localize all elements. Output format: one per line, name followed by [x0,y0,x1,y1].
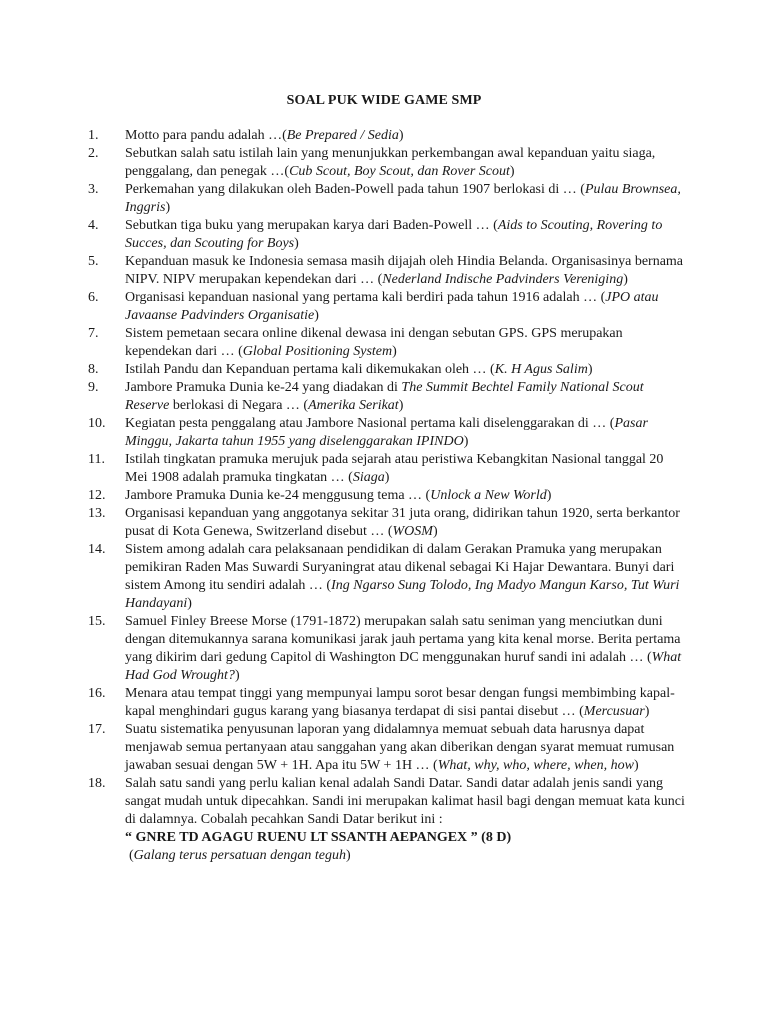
question-fragment: ) [644,704,650,719]
question-number: 8. [88,362,99,377]
question-fragment: ) [546,488,552,503]
answer-text: Unlock a New World [430,488,547,503]
answer-text: What, why, who, where, when, how [437,758,634,773]
question-item [88,127,688,145]
question-fragment: Istilah Pandu dan Kepanduan pertama kali dikemukakan oleh … ( [125,362,495,377]
question-item [88,721,688,775]
question-number: 1. [88,128,99,143]
question-fragment: ) [398,128,404,143]
question-item [88,415,688,451]
answer-text: Pasar Minggu, Jakarta tahun 1955 yang diselenggarakan IPINDO [125,416,648,449]
answer-text: Nederland Indische Padvinders Vereniging [382,272,624,287]
question-number: 12. [88,488,106,503]
question-fragment: ) [314,308,319,323]
answer-text: What Had God Wrought? [125,650,682,683]
cipher-answer-close: ) [346,848,351,863]
question-fragment: berlokasi di Negara … ( [169,398,309,413]
question-item [88,181,688,217]
cipher-answer [125,847,688,865]
answer-text: Siaga [352,470,385,485]
answer-text: Pulau Brownsea, Inggris [125,182,681,215]
question-fragment: ) [463,434,469,449]
answer-text: K. H Agus Salim [494,362,588,377]
question-item [88,145,688,181]
answer-text: WOSM [392,524,433,539]
answer-text: Be Prepared / Sedia [286,128,399,143]
question-fragment: Samuel Finley Breese Morse (1791-1872) merupakan salah satu seniman yang menciutkan duni dengan ditemukannya sarana komunikasi jarak jauh pertama yang kita kenal morse. Berita pertama yang dikirim dari gedung Capitol di Washington DC menggunakan huruf sandi ini adalah … ( [125,614,681,665]
question-fragment: ) [509,164,515,179]
question-fragment: Menara atau tempat tinggi yang mempunyai lampu sorot besar dengan fungsi membimbing kapal-kapal menghindari gugus karang yang biasanya terdapat di sisi pantai disebut … ( [125,686,675,719]
question-number: 5. [88,254,99,269]
question-item [88,253,688,289]
question-item [88,685,688,721]
question-fragment: Sistem among adalah cara pelaksanaan pendidikan di dalam Gerakan Pramuka yang merupakan pemikiran Raden Mas Suwardi Suryaningrat atau dikenal sebagai Ki Hajar Dewantara. Bunyi dari sistem Among itu sendiri adalah … ( [125,542,675,593]
question-text [125,325,688,361]
question-text [125,685,688,721]
question-item [88,541,688,613]
answer-text: Cub Scout, Boy Scout, dan Rover Scout [289,164,510,179]
question-number: 2. [88,146,99,161]
question-fragment: ) [392,344,397,359]
question-text [125,217,688,253]
question-fragment: ) [165,200,171,215]
question-fragment: Sebutkan tiga buku yang merupakan karya dari Baden-Powell … ( [125,218,498,233]
question-fragment: Organisasi kepanduan yang anggotanya sekitar 31 juta orang, didirikan tahun 1920, serta berkantor pusat di Kota Genewa, Switzerland disebut … ( [125,506,680,539]
question-fragment: ) [234,668,240,683]
question-fragment: Jambore Pramuka Dunia ke-24 yang diadakan di [125,380,402,395]
question-fragment: Kepanduan masuk ke Indonesia semasa masih dijajah oleh Hindia Belanda. Organisasinya bernama NIPV. NIPV merupakan kependekan dari … ( [125,254,684,287]
answer-text: Amerika Serikat [308,398,399,413]
question-text [125,127,688,145]
question-item [88,775,688,865]
question-number: 16. [88,686,106,701]
question-item [88,505,688,541]
cipher-answer-text: Galang terus persatuan dengan teguh [133,848,346,863]
question-text [125,451,688,487]
question-fragment: Sebutkan salah satu istilah lain yang menunjukkan perkembangan awal kepanduan yaitu siaga, penggalang, dan penegak …( [125,146,656,179]
question-number: 17. [88,722,106,737]
question-number: 18. [88,776,106,791]
question-fragment: ) [187,596,192,611]
question-number: 6. [88,290,99,305]
question-text [125,487,688,505]
question-text [125,361,688,379]
question-fragment: ) [398,398,404,413]
question-fragment: Perkemahan yang dilakukan oleh Baden-Powell pada tahun 1907 berlokasi di … ( [125,182,585,197]
question-number: 15. [88,614,106,629]
answer-text: Global Positioning System [242,344,393,359]
question-fragment: ) [384,470,390,485]
question-number: 9. [88,380,99,395]
question-item [88,487,688,505]
question-item [88,379,688,415]
question-fragment: Salah satu sandi yang perlu kalian kenal adalah Sandi Datar. Sandi datar adalah jenis sandi yang sangat mudah untuk dipecahkan. Sandi ini merupakan kalimat hasil bagi dengan memuat kata kunci di dalamnya. Cobalah pecahkan Sandi Datar berikut ini : [125,776,685,827]
question-number: 7. [88,326,99,341]
document-title: SOAL PUK WIDE GAME SMP [286,93,482,108]
answer-text: JPO atau Javaanse Padvinders Organisatie [125,290,659,323]
question-text [125,289,688,325]
question-item [88,613,688,685]
answer-text: Mercusuar [583,704,645,719]
question-number: 14. [88,542,106,557]
question-number: 10. [88,416,106,431]
question-text [125,145,688,181]
question-number: 11. [88,452,105,467]
question-text [125,541,688,613]
question-text [125,505,688,541]
question-number: 4. [88,218,99,233]
cipher-answer-open: ( [129,848,134,863]
question-text [125,613,688,685]
question-item [88,361,688,379]
question-text [125,415,688,451]
answer-text: Aids to Scouting, Rovering to Succes, dan Scouting for Boys [125,218,663,251]
question-text [125,721,688,775]
question-fragment: Suatu sistematika penyusunan laporan yang didalamnya memuat sebuah data harusnya dapat menjawab semua pertanyaan atau sanggahan yang akan diberikan dengan syarat memuat rumusan jawaban sesuai dengan 5W + 1H. Apa itu 5W + 1H … ( [125,722,675,773]
question-fragment: Motto para pandu adalah …( [125,128,287,143]
question-text [125,253,688,289]
question-fragment: Organisasi kepanduan nasional yang pertama kali berdiri pada tahun 1916 adalah … ( [125,290,606,305]
question-text [125,379,688,415]
question-number: 3. [88,182,99,197]
question-fragment: Sistem pemetaan secara online dikenal dewasa ini dengan sebutan GPS. GPS merupakan kependekan dari … ( [125,326,623,359]
question-item [88,451,688,487]
answer-text: The Summit Bechtel Family National Scout Reserve [125,380,644,413]
question-fragment: ) [432,524,438,539]
question-fragment: Istilah tingkatan pramuka merujuk pada sejarah atau peristiwa Kebangkitan Nasional tanggal 20 Mei 1908 adalah pramuka tingkatan … ( [125,452,664,485]
question-fragment: ) [633,758,639,773]
question-item [88,325,688,361]
cipher-text: “ GNRE TD AGAGU RUENU LT SSANTH AEPANGEX ” (8 D) [125,830,512,845]
question-text [125,775,688,865]
question-fragment: ) [294,236,299,251]
answer-text: Ing Ngarso Sung Tolodo, Ing Madyo Mangun Karso, Tut Wuri Handayani [125,578,680,611]
question-item [88,289,688,325]
question-number: 13. [88,506,106,521]
question-list [88,127,688,865]
question-item [88,217,688,253]
question-fragment: ) [587,362,593,377]
question-fragment: Kegiatan pesta penggalang atau Jambore Nasional pertama kali diselenggarakan di … ( [125,416,615,431]
question-fragment: Jambore Pramuka Dunia ke-24 menggusung tema … ( [125,488,431,503]
question-fragment: ) [623,272,628,287]
question-text [125,181,688,217]
